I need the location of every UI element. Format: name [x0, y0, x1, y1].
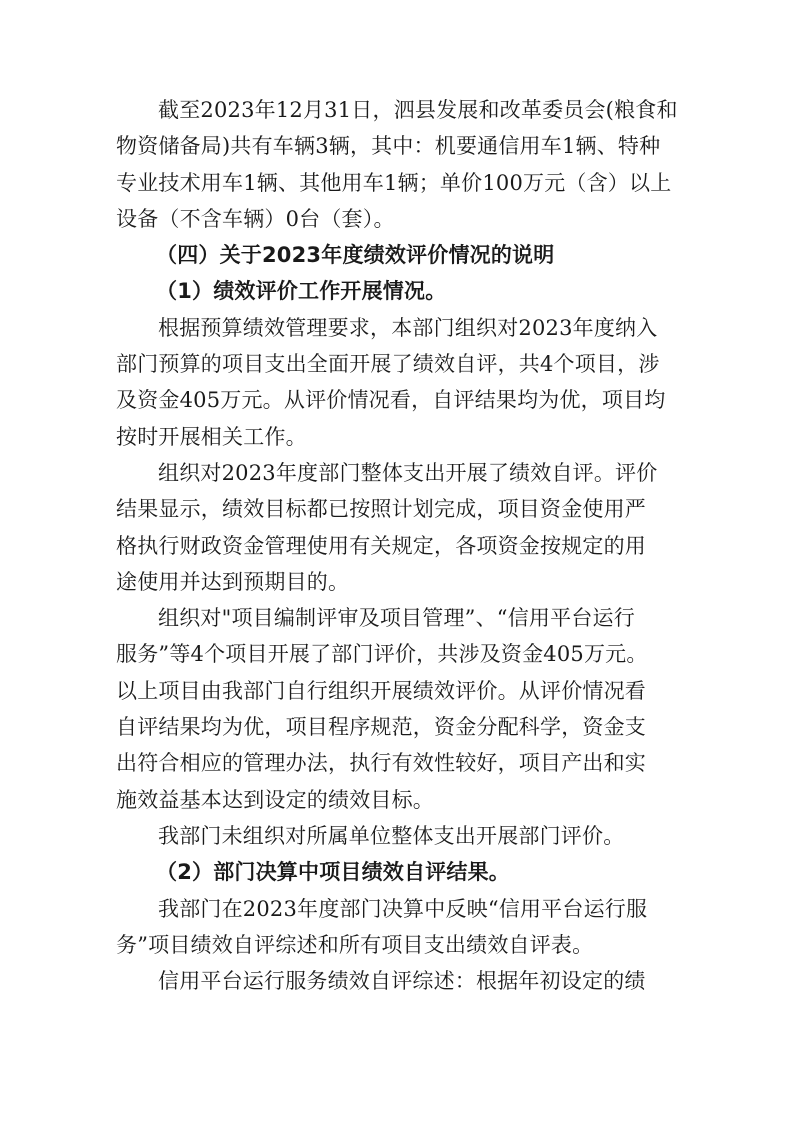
paragraph-department-eval-line-3: 以上项目由我部门自行组织开展绩效评价。从评价情况看: [116, 678, 646, 703]
paragraph-overall-selfeval-line-3: 格执行财政资金管理使用有关规定，各项资金按规定的用: [116, 533, 646, 558]
paragraph-vehicles-line-4: 设备（不含车辆）0台（套）。: [116, 206, 395, 231]
paragraph-vehicles-line-1: 截至2023年12月31日，泗县发展和改革委员会(粮食和: [158, 98, 678, 122]
subheading-evaluation-work: （1）绩效评价工作开展情况。: [156, 279, 447, 304]
paragraph-overall-selfeval-line-1: 组织对2023年度部门整体支出开展了绩效自评。评价: [158, 460, 658, 485]
paragraph-project-selfeval-line-4: 按时开展相关工作。: [116, 424, 307, 449]
paragraph-department-eval-line-1: 组织对"项目编制评审及项目管理”、“信用平台运行: [158, 606, 635, 631]
paragraph-final-accounts-line-1: 我部门在2023年度部门决算中反映“信用平台运行服: [158, 896, 648, 921]
paragraph-department-eval-line-4: 自评结果均为优，项目程序规范，资金分配科学，资金支: [116, 715, 646, 740]
paragraph-no-unit-eval: 我部门未组织对所属单位整体支出开展部门评价。: [158, 823, 625, 848]
paragraph-project-selfeval-line-3: 及资金405万元。从评价情况看，自评结果均为优，项目均: [116, 388, 666, 413]
paragraph-overall-selfeval-line-4: 途使用并达到预期目的。: [116, 569, 350, 594]
subheading-final-accounts-selfeval: （2）部门决算中项目绩效自评结果。: [156, 860, 511, 885]
paragraph-overall-selfeval-line-2: 结果显示，绩效目标都已按照计划完成，项目资金使用严: [116, 497, 646, 522]
paragraph-final-accounts-line-2: 务”项目绩效自评综述和所有项目支出绩效自评表。: [116, 932, 594, 957]
paragraph-vehicles-line-3: 专业技术用车1辆、其他用车1辆；单价100万元（含）以上: [116, 170, 672, 195]
paragraph-department-eval-line-2: 服务”等4个项目开展了部门评价，共涉及资金405万元。: [116, 642, 648, 667]
paragraph-vehicles-line-2: 物资储备局)共有车辆3辆，其中：机要通信用车1辆、特种: [116, 134, 661, 159]
paragraph-project-selfeval-line-1: 根据预算绩效管理要求，本部门组织对2023年度纳入: [158, 315, 658, 340]
document-page: [116, 92, 680, 999]
paragraph-project-selfeval-line-2: 部门预算的项目支出全面开展了绩效自评，共4个项目，涉: [116, 352, 660, 377]
paragraph-department-eval-line-5: 出符合相应的管理办法，执行有效性较好，项目产出和实: [116, 751, 646, 776]
paragraph-credit-platform-summary: 信用平台运行服务绩效自评综述：根据年初设定的绩: [158, 969, 646, 994]
section-heading-performance: （四）关于2023年度绩效评价情况的说明: [156, 243, 555, 268]
paragraph-department-eval-line-6: 施效益基本达到设定的绩效目标。: [116, 787, 434, 812]
